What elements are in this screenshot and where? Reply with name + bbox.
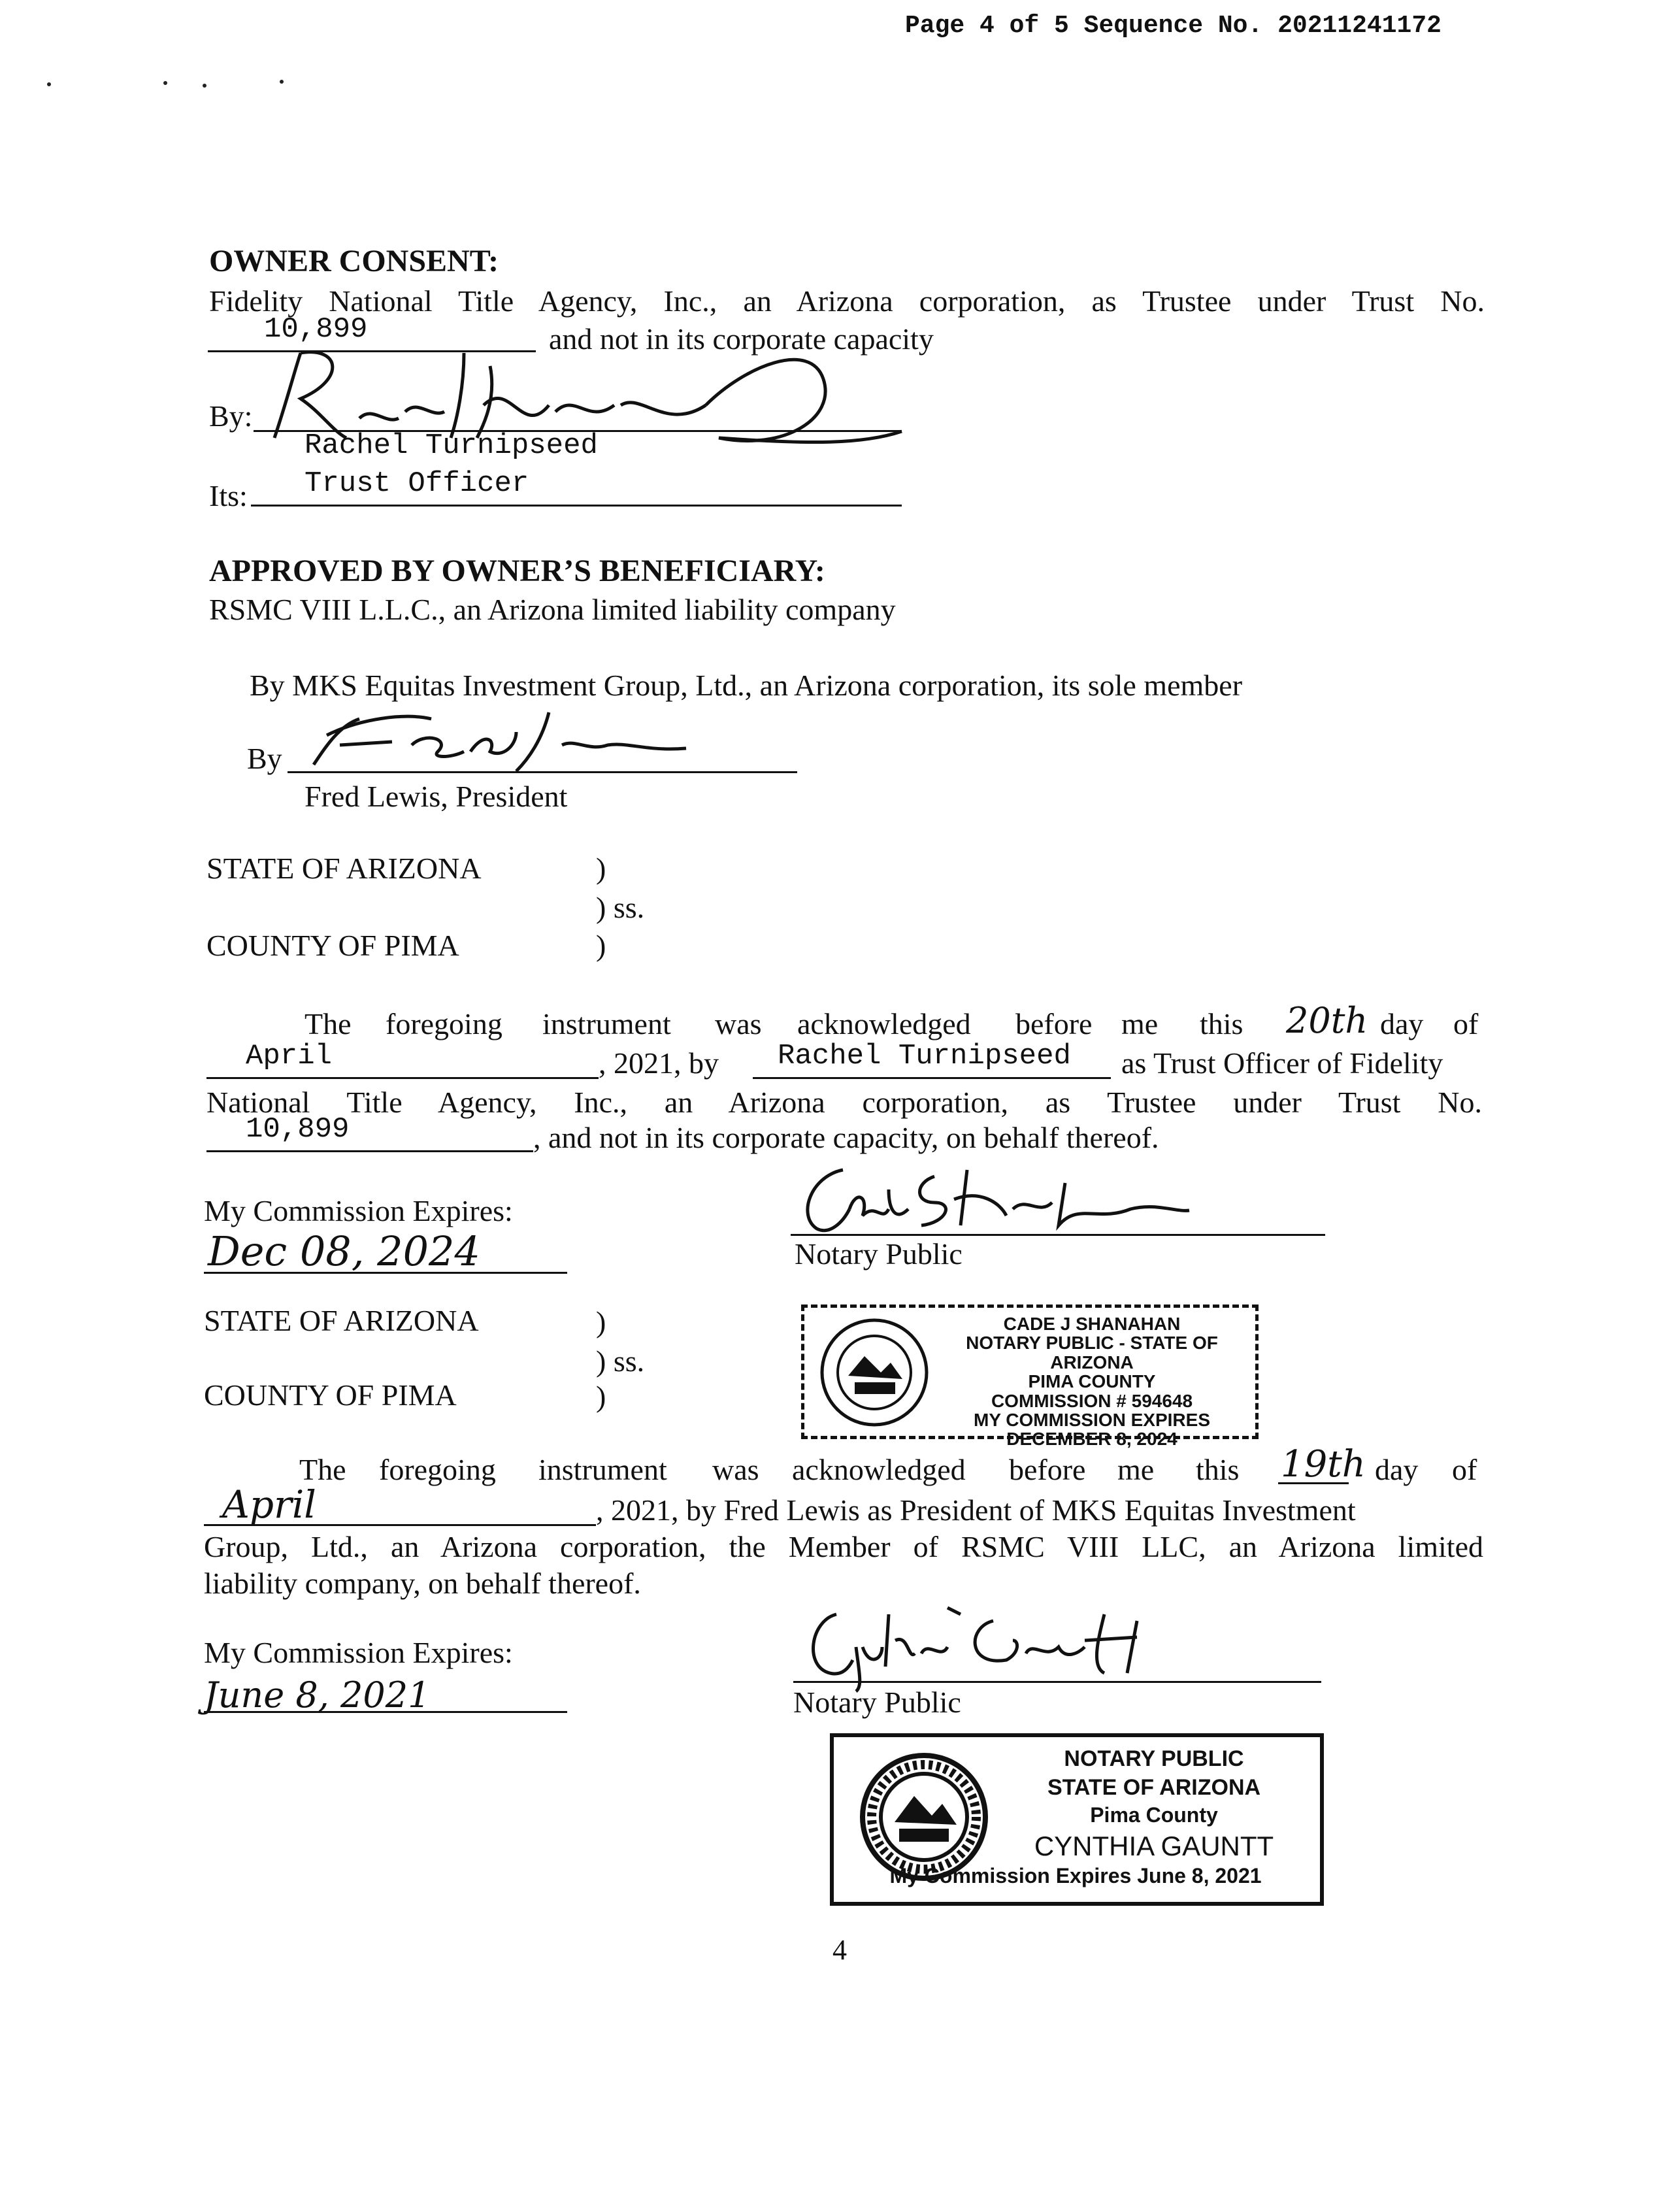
venue-state: STATE OF ARIZONA bbox=[206, 852, 482, 885]
by-signature-line bbox=[254, 430, 902, 432]
beneficiary-by-label: By bbox=[247, 742, 282, 775]
its-label: Its: bbox=[209, 479, 248, 512]
venue-ss: ) ss. bbox=[596, 1344, 645, 1378]
stamp2-name: CYNTHIA GAUNTT bbox=[1034, 1830, 1274, 1861]
beneficiary-signature-line bbox=[288, 771, 797, 773]
page-sequence-header: Page 4 of 5 Sequence No. 20211241172 bbox=[905, 12, 1441, 40]
stamp2-line1: NOTARY PUBLIC bbox=[1064, 1746, 1244, 1771]
ack2-day-line bbox=[1278, 1482, 1349, 1484]
ack-word: of bbox=[1452, 1453, 1477, 1486]
ack-word: instrument bbox=[542, 1007, 671, 1040]
owner-consent-line2: and not in its corporate capacity bbox=[549, 322, 934, 356]
ack1-as-text: as Trust Officer of Fidelity bbox=[1121, 1046, 1443, 1080]
ack1-line3: National Title Agency, Inc., an Arizona corporation, as Trustee under Trust No. bbox=[206, 1086, 1482, 1119]
ack2-line4: liability company, on behalf thereof. bbox=[204, 1567, 641, 1600]
ack2-month-handwritten: April bbox=[222, 1482, 316, 1527]
arizona-seal-icon bbox=[819, 1317, 930, 1428]
beneficiary-signer: Fred Lewis, President bbox=[305, 780, 568, 813]
ack-word: acknowledged bbox=[792, 1453, 966, 1486]
ack-word: instrument bbox=[538, 1453, 667, 1486]
ack-word: foregoing bbox=[386, 1007, 502, 1040]
arizona-seal-icon bbox=[859, 1752, 989, 1882]
ack-word: day bbox=[1380, 1007, 1424, 1040]
scan-speck bbox=[280, 80, 284, 84]
ack2-commission-line bbox=[204, 1711, 567, 1713]
beneficiary-heading: APPROVED BY OWNER’S BENEFICIARY: bbox=[209, 554, 825, 588]
fred-lewis-signature bbox=[301, 706, 706, 778]
ack-word: was bbox=[712, 1453, 759, 1486]
cade-shanahan-signature bbox=[791, 1163, 1196, 1235]
ack-word: before bbox=[1009, 1453, 1086, 1486]
ack-word: of bbox=[1453, 1007, 1479, 1040]
stamp2-line2: STATE OF ARIZONA bbox=[1047, 1774, 1261, 1800]
ack-word: day bbox=[1375, 1453, 1419, 1486]
stamp2-line3: Pima County bbox=[1090, 1803, 1218, 1827]
ack1-year-by: , 2021, by bbox=[599, 1046, 719, 1080]
page-number: 4 bbox=[832, 1934, 847, 1966]
signer-title-fill: Trust Officer bbox=[305, 467, 529, 500]
its-line bbox=[251, 505, 902, 507]
scan-speck bbox=[203, 84, 206, 88]
ack1-name-fill: Rachel Turnipseed bbox=[778, 1040, 1071, 1072]
ack-word: The bbox=[305, 1007, 352, 1040]
notary1-label: Notary Public bbox=[795, 1237, 963, 1271]
beneficiary-entity: RSMC VIII L.L.C., an Arizona limited liability company bbox=[209, 593, 896, 626]
notary2-signature-line bbox=[793, 1681, 1321, 1683]
ack-word: was bbox=[715, 1007, 762, 1040]
venue-paren: ) bbox=[596, 852, 606, 885]
ack-word: acknowledged bbox=[797, 1007, 971, 1040]
ack2-day-handwritten: 19th bbox=[1281, 1443, 1366, 1486]
ack1-month-fill: April bbox=[246, 1040, 333, 1072]
ack1-commission-label: My Commission Expires: bbox=[204, 1194, 513, 1227]
ack1-commission-line bbox=[204, 1272, 567, 1274]
venue-county: COUNTY OF PIMA bbox=[204, 1378, 457, 1412]
venue-county: COUNTY OF PIMA bbox=[206, 929, 459, 962]
ack-word: this bbox=[1200, 1007, 1244, 1040]
notary-stamp-gauntt bbox=[830, 1733, 1324, 1906]
beneficiary-member-line: By MKS Equitas Investment Group, Ltd., an Arizona corporation, its sole member bbox=[250, 669, 1243, 702]
ack2-line3: Group, Ltd., an Arizona corporation, the Member of RSMC VIII LLC, an Arizona limited bbox=[204, 1530, 1483, 1563]
stamp1-line2: NOTARY PUBLIC - STATE OF ARIZONA bbox=[966, 1333, 1218, 1372]
venue-ss: ) ss. bbox=[596, 891, 645, 924]
ack-word: me bbox=[1121, 1007, 1159, 1040]
ack-word: foregoing bbox=[379, 1453, 496, 1486]
ack-word: me bbox=[1117, 1453, 1155, 1486]
ack-word: The bbox=[299, 1453, 346, 1486]
notary-stamp-shanahan bbox=[801, 1305, 1259, 1450]
stamp2-expires: My Commission Expires June 8, 2021 bbox=[889, 1864, 1262, 1887]
stamp1-line4: COMMISSION # 594648 bbox=[991, 1390, 1193, 1411]
owner-consent-line1: Fidelity National Title Agency, Inc., an Arizona corporation, as Trustee under Trust No. bbox=[209, 284, 1485, 318]
venue-paren: ) bbox=[596, 929, 606, 962]
signer-name-fill: Rachel Turnipseed bbox=[305, 429, 598, 462]
ack-word: before bbox=[1015, 1007, 1093, 1040]
ack1-day-handwritten: 20th bbox=[1286, 1000, 1368, 1041]
stamp1-name: CADE J SHANAHAN bbox=[1003, 1314, 1181, 1334]
ack1-trust-fill: 10,899 bbox=[246, 1113, 350, 1146]
stamp1-line3: PIMA COUNTY bbox=[1028, 1371, 1156, 1392]
notary2-label: Notary Public bbox=[793, 1686, 961, 1719]
ack2-commission-label: My Commission Expires: bbox=[204, 1636, 513, 1669]
trust-number-fill: 10,899 bbox=[264, 313, 368, 346]
ack-word: this bbox=[1196, 1453, 1240, 1486]
ack1-commission-date: Dec 08, 2024 bbox=[208, 1227, 480, 1275]
owner-consent-heading: OWNER CONSENT: bbox=[209, 244, 499, 278]
notary1-signature-line bbox=[791, 1234, 1325, 1236]
ack2-commission-date: June 8, 2021 bbox=[204, 1674, 431, 1716]
venue-paren: ) bbox=[596, 1305, 606, 1338]
stamp1-line6: DECEMBER 8, 2024 bbox=[1006, 1429, 1178, 1450]
venue-state: STATE OF ARIZONA bbox=[204, 1304, 479, 1337]
ack1-line4: , and not in its corporate capacity, on behalf thereof. bbox=[533, 1121, 1159, 1154]
ack2-line2: , 2021, by Fred Lewis as President of MKS Equitas Investment bbox=[596, 1493, 1356, 1527]
scan-speck bbox=[47, 82, 51, 86]
by-label: By: bbox=[209, 399, 253, 433]
venue-paren: ) bbox=[596, 1380, 606, 1413]
ack1-name-line bbox=[753, 1077, 1111, 1079]
ack1-trust-line bbox=[206, 1150, 533, 1152]
stamp1-line5: MY COMMISSION EXPIRES bbox=[974, 1409, 1210, 1430]
ack1-month-line bbox=[206, 1077, 599, 1079]
ack2-month-line bbox=[204, 1524, 596, 1526]
scan-speck bbox=[163, 81, 167, 85]
cynthia-gauntt-signature bbox=[797, 1601, 1189, 1693]
